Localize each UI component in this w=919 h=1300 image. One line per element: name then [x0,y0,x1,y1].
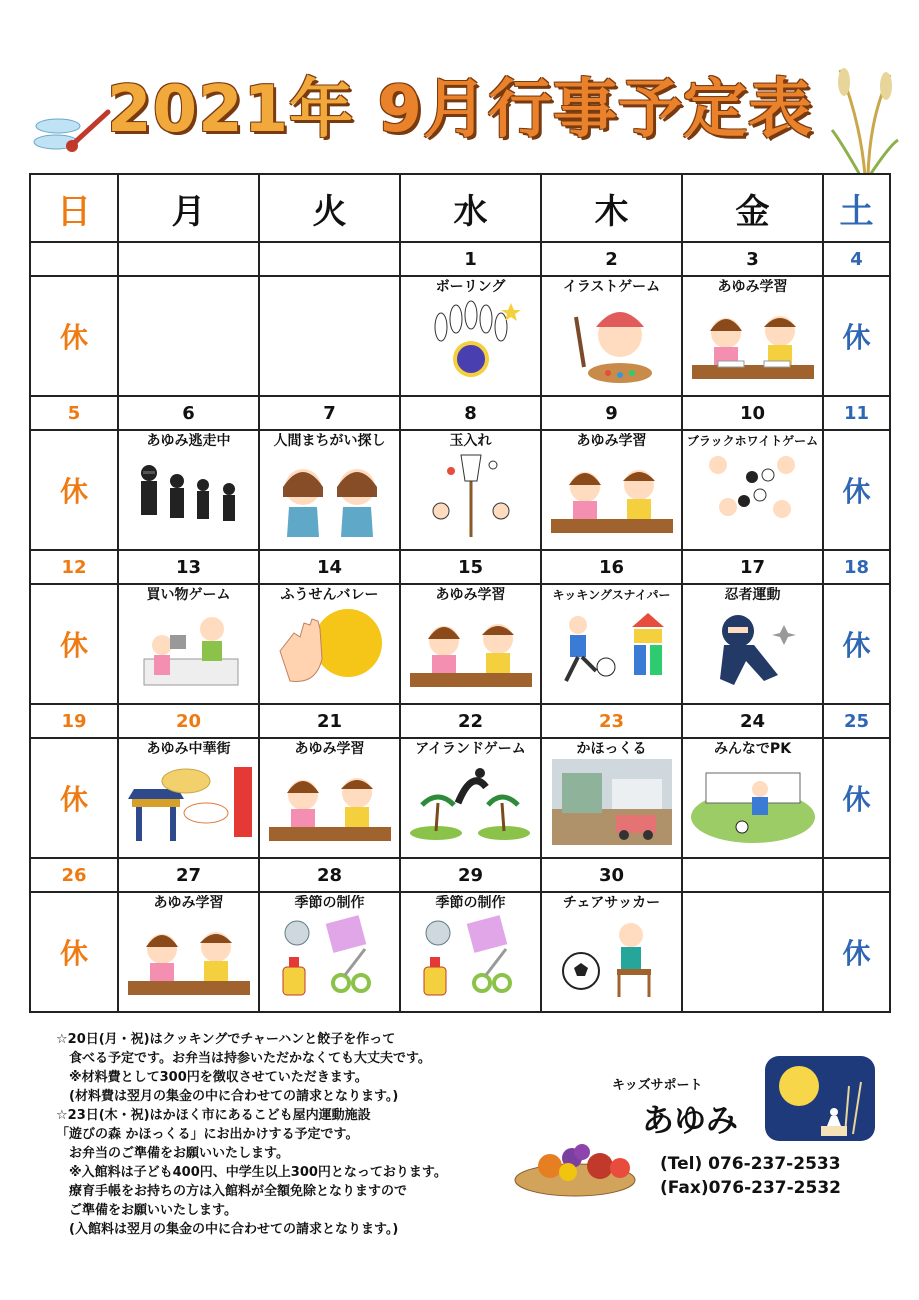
sunday-closed-label: 休 [30,738,118,858]
date-cell: 29 [400,858,541,892]
note-line: (材料費は翌月の集金の中に合わせての請求となります。) [56,1089,399,1104]
title-text: 9月行事予定表 [377,73,813,147]
date-cell [30,242,118,276]
sunday-closed-label: 休 [30,276,118,396]
date-cell: 30 [541,858,682,892]
note-line: ご準備をお願いいたします。 [56,1203,237,1218]
event-name: 忍者運動 [724,587,781,603]
org-name: あゆみ [642,1101,739,1139]
event-name: アイランドゲーム [415,741,526,757]
date-cell: 28 [259,858,400,892]
penalty-kick-icon [690,759,816,845]
title-year: 2021年 [107,73,355,147]
page-title [70,58,850,148]
date-cell [682,858,823,892]
date-cell: 10 [682,396,823,430]
note-line: 療育手帳をお持ちの方は入館料が全額免除となりますので [56,1184,408,1199]
date-cell [823,858,890,892]
date-cell [118,242,259,276]
balloon-volley-icon [270,605,390,691]
weekday-sun: 日 [30,174,118,242]
event-name: ふうせんバレー [280,587,379,603]
event-cell [400,584,541,704]
date-cell: 4 [823,242,890,276]
event-name: 玉入れ [449,433,492,449]
event-name: あゆみ学習 [153,895,224,911]
event-cell [541,430,682,550]
event-cell [400,276,541,396]
event-row [30,430,890,550]
event-name: あゆみ学習 [294,741,365,757]
date-cell: 3 [682,242,823,276]
date-cell: 25 [823,704,890,738]
ninja-icon [698,605,808,691]
moon-viewing-icon [765,1056,875,1141]
note-line: ☆20日(月・祝)はクッキングでチャーハンと餃子を作って [56,1032,396,1047]
date-cell [259,242,400,276]
note-line: 「遊びの森 かほっくる」にお出かけする予定です。 [56,1127,359,1142]
craft-supplies-icon [275,913,385,999]
studying-kids-icon [688,297,818,383]
event-cell [118,584,259,704]
event-cell [541,892,682,1012]
date-cell: 2 [541,242,682,276]
event-name: みんなでPK [713,741,792,757]
date-cell: 21 [259,704,400,738]
date-cell: 13 [118,550,259,584]
ball-toss-icon [421,451,521,537]
saturday-closed-label: 休 [823,430,890,550]
event-cell [259,738,400,858]
calendar-table [29,173,891,1013]
date-cell: 26 [30,858,118,892]
studying-kids-icon [406,605,536,691]
saturday-closed-label: 休 [823,892,890,1012]
event-name: キッキングスナイパー [552,588,671,602]
event-name: 人間まちがい探し [273,433,386,449]
island-game-icon [406,759,536,845]
notes-section [56,1030,576,1239]
studying-kids-icon [547,451,677,537]
event-cell [400,892,541,1012]
black-white-game-icon [698,451,808,525]
note-line: お弁当のご準備をお願いいたします。 [56,1146,289,1161]
date-cell: 18 [823,550,890,584]
event-row [30,276,890,396]
event-cell [118,430,259,550]
event-name: ボーリング [435,279,506,295]
note-line: (入館料は翌月の集金の中に合わせての請求となります。) [56,1222,399,1237]
date-cell: 23 [541,704,682,738]
kicking-soccer-icon [552,605,672,691]
date-cell: 17 [682,550,823,584]
contact-phones [660,1152,841,1200]
date-cell: 9 [541,396,682,430]
note-line: ※材料費として300円を徴収させていただきます。 [56,1070,368,1085]
chair-soccer-icon [557,913,667,999]
date-cell: 8 [400,396,541,430]
painter-girl-icon [562,297,662,383]
weekday-fri: 金 [682,174,823,242]
event-name: あゆみ中華街 [146,741,231,757]
date-cell: 24 [682,704,823,738]
event-cell [682,276,823,396]
date-cell: 22 [400,704,541,738]
event-cell [541,276,682,396]
event-name: 季節の制作 [294,895,365,911]
date-cell: 5 [30,396,118,430]
event-cell [118,738,259,858]
weekday-thu: 木 [541,174,682,242]
event-cell [259,584,400,704]
fruit-basket-icon [510,1130,640,1200]
event-name: あゆみ学習 [717,279,788,295]
sunday-closed-label: 休 [30,892,118,1012]
date-cell: 7 [259,396,400,430]
tel-number: (Tel) 076-237-2533 [660,1154,841,1174]
date-cell: 6 [118,396,259,430]
note-line: 食べる予定です。お弁当は持参いただかなくても大丈夫です。 [56,1051,431,1066]
date-cell: 16 [541,550,682,584]
date-cell: 19 [30,704,118,738]
event-row [30,738,890,858]
studying-kids-icon [124,913,254,999]
date-cell: 11 [823,396,890,430]
event-cell [541,584,682,704]
event-cell [118,276,259,396]
event-name: 季節の制作 [435,895,506,911]
event-cell [400,738,541,858]
dragonfly-icon [28,104,118,164]
event-name: 買い物ゲーム [146,587,231,603]
date-cell: 12 [30,550,118,584]
event-name: チェアサッカー [562,895,661,911]
weekday-mon: 月 [118,174,259,242]
weekday-tue: 火 [259,174,400,242]
date-cell: 14 [259,550,400,584]
date-cell: 20 [118,704,259,738]
bowling-icon [421,297,521,383]
event-cell [682,892,823,1012]
craft-supplies-icon [416,913,526,999]
date-row [30,242,890,276]
event-name: イラストゲーム [562,279,661,295]
weekday-wed: 水 [400,174,541,242]
date-cell: 15 [400,550,541,584]
studying-kids-icon [265,759,395,845]
fax-number: (Fax)076-237-2532 [660,1178,841,1198]
event-name: ブラックホワイトゲーム [686,434,819,448]
date-row [30,704,890,738]
event-row [30,584,890,704]
event-cell [259,430,400,550]
event-cell [682,584,823,704]
event-name: あゆみ学習 [435,587,506,603]
date-row [30,858,890,892]
date-row [30,396,890,430]
event-cell [682,430,823,550]
shopping-icon [134,605,244,691]
chinese-food-icon [124,759,254,845]
event-cell [259,892,400,1012]
event-name: あゆみ学習 [576,433,647,449]
event-cell [541,738,682,858]
org-subtitle: キッズサポート [612,1078,703,1093]
indoor-facility-photo [552,759,672,845]
sunday-closed-label: 休 [30,430,118,550]
sunday-closed-label: 休 [30,584,118,704]
event-cell [118,892,259,1012]
note-line: ☆23日(木・祝)はかほく市にあるこども屋内運動施設 [56,1108,371,1123]
twin-girls-icon [267,451,393,537]
event-row [30,892,890,1012]
event-cell [682,738,823,858]
saturday-closed-label: 休 [823,276,890,396]
date-cell: 27 [118,858,259,892]
weekday-sat: 土 [823,174,890,242]
date-cell: 1 [400,242,541,276]
event-name: かほっくる [576,741,647,757]
susuki-grass-icon [830,60,900,175]
saturday-closed-label: 休 [823,584,890,704]
saturday-closed-label: 休 [823,738,890,858]
event-cell [259,276,400,396]
event-cell [400,430,541,550]
weekday-header-row [30,174,890,242]
date-row [30,550,890,584]
event-name: あゆみ逃走中 [146,433,231,449]
men-in-black-running-icon [129,451,249,537]
note-line: ※入館料は子ども400円、中学生以上300円となっております。 [56,1165,447,1180]
